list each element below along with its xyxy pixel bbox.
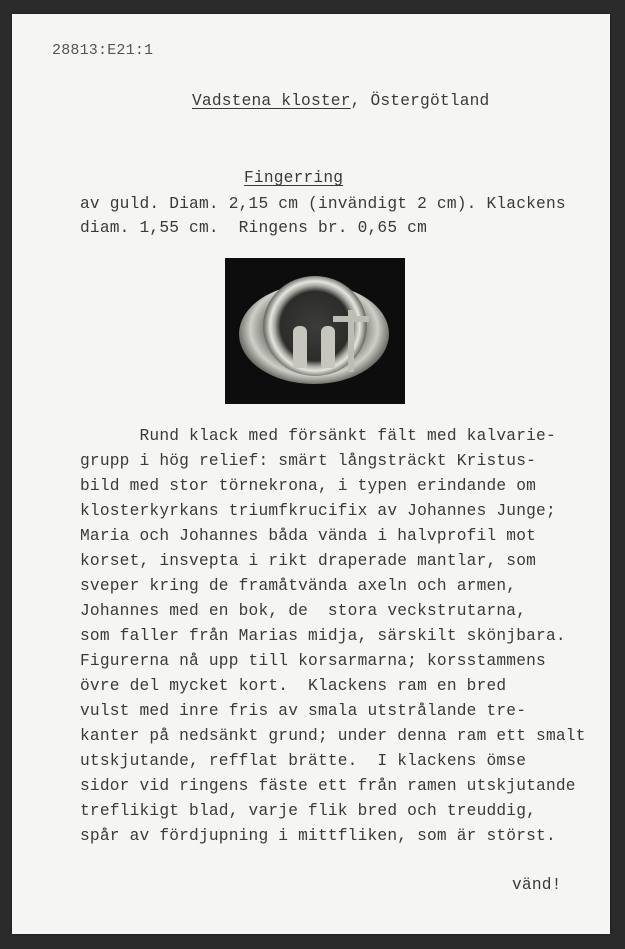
- description-line: Maria och Johannes båda vända i halvprofil mot: [80, 527, 537, 545]
- description-line: som faller från Marias midja, särskilt skönjbara.: [80, 627, 566, 645]
- ring-photograph: [225, 258, 405, 404]
- figure-christ: [321, 326, 335, 368]
- location-heading: [192, 92, 489, 110]
- description-line: korset, insvepta i rikt draperade mantlar, som: [80, 552, 537, 570]
- reference-number: 28813:E21:1: [52, 42, 154, 59]
- object-title: Fingerring: [244, 169, 344, 187]
- description-line: bild med stor törnekrona, i typen erindande om: [80, 477, 537, 495]
- description-line: vulst med inre fris av smala utstrålande tre-: [80, 702, 527, 720]
- ring-bezel: [263, 276, 367, 376]
- location-site: Vadstena kloster: [192, 92, 351, 110]
- description-line: Johannes med en bok, de stora veckstrutarna,: [80, 602, 527, 620]
- catalog-card: [12, 14, 610, 934]
- location-region: , Östergötland: [350, 92, 490, 110]
- description-line: treflikigt blad, varje flik bred och treuddig,: [80, 802, 537, 820]
- description-line: klosterkyrkans triumfkrucifix av Johannes Junge;: [80, 502, 556, 520]
- description-line: sveper kring de framåtvända axeln och armen,: [80, 577, 517, 595]
- measurement-line: av guld. Diam. 2,15 cm (invändigt 2 cm). Klackens: [80, 195, 566, 213]
- description-line: grupp i hög relief: smärt långsträckt Kristus-: [80, 452, 537, 470]
- description-line: sidor vid ringens fäste ett från ramen utskjutande: [80, 777, 576, 795]
- description-line: Rund klack med försänkt fält med kalvarie-: [80, 427, 556, 445]
- cross-arm: [333, 316, 369, 322]
- figure-maria: [293, 326, 307, 368]
- measurement-line: diam. 1,55 cm. Ringens br. 0,65 cm: [80, 219, 427, 237]
- description-line: Figurerna nå upp till korsarmarna; korsstammens: [80, 652, 546, 670]
- description-line: övre del mycket kort. Klackens ram en bred: [80, 677, 507, 695]
- description-line: utskjutande, refflat brätte. I klackens ömse: [80, 752, 527, 770]
- turn-over-note: vänd!: [512, 876, 562, 894]
- description-line: kanter på nedsänkt grund; under denna ram ett smalt: [80, 727, 586, 745]
- description-line: spår av fördjupning i mittfliken, som är störst.: [80, 827, 556, 845]
